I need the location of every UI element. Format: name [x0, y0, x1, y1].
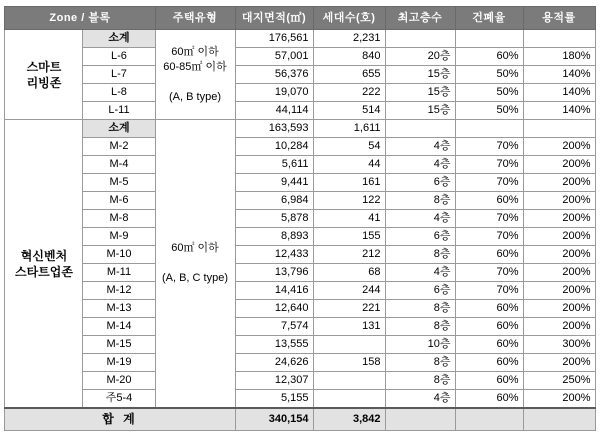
cell-units: 68: [313, 264, 385, 282]
total-bcr: [455, 408, 523, 430]
cell-floors: 8층: [385, 246, 455, 264]
total-area: 340,154: [235, 408, 313, 430]
cell-units: 131: [313, 318, 385, 336]
cell-far: 200%: [523, 174, 595, 192]
cell-area: 14,416: [235, 282, 313, 300]
cell-bcr: 70%: [455, 282, 523, 300]
subtotal-label: 소계: [83, 30, 155, 48]
housing-type-smart-living: 60㎡ 이하 60-85㎡ 이하 (A, B type): [155, 30, 235, 120]
table-row: [5, 246, 595, 264]
table-total-row: [5, 408, 595, 430]
cell-area: 7,574: [235, 318, 313, 336]
housing-type-innovation-startup: 60㎡ 이하 (A, B, C type): [155, 120, 235, 409]
cell-area: 12,307: [235, 372, 313, 390]
table-row: [5, 138, 595, 156]
cell-floors: 10층: [385, 336, 455, 354]
table-row: [5, 282, 595, 300]
total-label: 합 계: [5, 408, 235, 430]
cell-bcr: 70%: [455, 228, 523, 246]
cell-far: 180%: [523, 48, 595, 66]
zone-label-smart-living: 스마트 리빙존: [5, 30, 83, 120]
cell-bcr: 70%: [455, 138, 523, 156]
cell-bcr: 70%: [455, 156, 523, 174]
block-label: L-11: [83, 102, 155, 120]
block-label: M-19: [83, 354, 155, 372]
cell-area: 19,070: [235, 84, 313, 102]
subtotal-units: 1,611: [313, 120, 385, 138]
block-label: M-2: [83, 138, 155, 156]
cell-units: 54: [313, 138, 385, 156]
cell-bcr: 60%: [455, 300, 523, 318]
subtotal-bcr: [455, 120, 523, 138]
cell-floors: 4층: [385, 390, 455, 409]
cell-floors: 20층: [385, 48, 455, 66]
subtotal-units: 2,231: [313, 30, 385, 48]
cell-floors: 4층: [385, 264, 455, 282]
table-row: [5, 66, 595, 84]
cell-bcr: 60%: [455, 390, 523, 409]
cell-far: 200%: [523, 354, 595, 372]
cell-floors: 15층: [385, 66, 455, 84]
cell-far: 200%: [523, 156, 595, 174]
total-far: [523, 408, 595, 430]
cell-bcr: 70%: [455, 174, 523, 192]
zone-label-innovation-startup: 혁신벤처 스타트업존: [5, 120, 83, 409]
cell-units: 161: [313, 174, 385, 192]
cell-units: 244: [313, 282, 385, 300]
cell-floors: 8층: [385, 372, 455, 390]
cell-bcr: 60%: [455, 192, 523, 210]
header-zone-block: Zone / 블록: [5, 7, 155, 30]
cell-units: 158: [313, 354, 385, 372]
subtotal-label: 소계: [83, 120, 155, 138]
cell-bcr: 70%: [455, 210, 523, 228]
cell-far: 200%: [523, 228, 595, 246]
total-floors: [385, 408, 455, 430]
block-label: 주5-4: [83, 390, 155, 409]
cell-bcr: 60%: [455, 372, 523, 390]
table-row: [5, 84, 595, 102]
block-label: M-20: [83, 372, 155, 390]
cell-bcr: 60%: [455, 48, 523, 66]
subtotal-floors: [385, 120, 455, 138]
cell-floors: 6층: [385, 228, 455, 246]
subtotal-far: [523, 120, 595, 138]
cell-far: 300%: [523, 336, 595, 354]
table-row: [5, 192, 595, 210]
cell-bcr: 70%: [455, 264, 523, 282]
header-floor-area-ratio: 용적률: [523, 7, 595, 30]
cell-far: 200%: [523, 390, 595, 409]
cell-floors: 15층: [385, 84, 455, 102]
block-label: M-13: [83, 300, 155, 318]
cell-bcr: 50%: [455, 102, 523, 120]
cell-units: 222: [313, 84, 385, 102]
header-housing-type: 주택유형: [155, 7, 235, 30]
block-label: M-11: [83, 264, 155, 282]
table-row: [5, 48, 595, 66]
cell-area: 24,626: [235, 354, 313, 372]
block-label: M-10: [83, 246, 155, 264]
cell-units: 44: [313, 156, 385, 174]
cell-units: 514: [313, 102, 385, 120]
cell-area: 8,893: [235, 228, 313, 246]
cell-far: 200%: [523, 192, 595, 210]
cell-units: 655: [313, 66, 385, 84]
cell-area: 57,001: [235, 48, 313, 66]
cell-area: 56,376: [235, 66, 313, 84]
table-row: [5, 318, 595, 336]
block-label: L-7: [83, 66, 155, 84]
cell-far: 200%: [523, 300, 595, 318]
table-row: [5, 102, 595, 120]
cell-units: 840: [313, 48, 385, 66]
cell-floors: 4층: [385, 210, 455, 228]
subtotal-far: [523, 30, 595, 48]
cell-bcr: 60%: [455, 354, 523, 372]
table-row: [5, 390, 595, 409]
cell-floors: 6층: [385, 174, 455, 192]
cell-area: 9,441: [235, 174, 313, 192]
cell-area: 13,796: [235, 264, 313, 282]
block-label: M-14: [83, 318, 155, 336]
cell-floors: 4층: [385, 156, 455, 174]
table-row: [5, 210, 595, 228]
housing-plan-table: [4, 6, 595, 431]
cell-units: [313, 336, 385, 354]
table-row: [5, 354, 595, 372]
cell-floors: 6층: [385, 282, 455, 300]
subtotal-area: 176,561: [235, 30, 313, 48]
cell-units: 122: [313, 192, 385, 210]
cell-bcr: 50%: [455, 66, 523, 84]
cell-area: 6,984: [235, 192, 313, 210]
table-row: [5, 156, 595, 174]
block-label: M-4: [83, 156, 155, 174]
cell-area: 5,611: [235, 156, 313, 174]
table-row: [5, 372, 595, 390]
cell-far: 250%: [523, 372, 595, 390]
table-row: [5, 30, 595, 48]
block-label: M-9: [83, 228, 155, 246]
cell-floors: 15층: [385, 102, 455, 120]
cell-area: 44,114: [235, 102, 313, 120]
table-row: [5, 336, 595, 354]
subtotal-area: 163,593: [235, 120, 313, 138]
cell-far: 200%: [523, 318, 595, 336]
cell-bcr: 50%: [455, 84, 523, 102]
cell-far: 140%: [523, 66, 595, 84]
cell-far: 200%: [523, 138, 595, 156]
table-header-row: [5, 7, 595, 30]
subtotal-bcr: [455, 30, 523, 48]
header-units: 세대수(호): [313, 7, 385, 30]
cell-far: 140%: [523, 102, 595, 120]
table-row: [5, 300, 595, 318]
cell-units: [313, 390, 385, 409]
table-row: [5, 120, 595, 138]
block-label: M-15: [83, 336, 155, 354]
cell-units: 155: [313, 228, 385, 246]
table-row: [5, 264, 595, 282]
cell-floors: 8층: [385, 192, 455, 210]
table-row: [5, 174, 595, 192]
cell-far: 200%: [523, 246, 595, 264]
cell-far: 200%: [523, 210, 595, 228]
block-label: M-12: [83, 282, 155, 300]
block-label: M-5: [83, 174, 155, 192]
cell-bcr: 60%: [455, 246, 523, 264]
cell-area: 5,878: [235, 210, 313, 228]
cell-area: 10,284: [235, 138, 313, 156]
cell-area: 5,155: [235, 390, 313, 409]
total-units: 3,842: [313, 408, 385, 430]
cell-area: 12,433: [235, 246, 313, 264]
header-max-floors: 최고층수: [385, 7, 455, 30]
subtotal-floors: [385, 30, 455, 48]
block-label: L-6: [83, 48, 155, 66]
cell-floors: 4층: [385, 138, 455, 156]
header-building-coverage: 건폐율: [455, 7, 523, 30]
cell-far: 200%: [523, 264, 595, 282]
block-label: M-6: [83, 192, 155, 210]
cell-bcr: 60%: [455, 336, 523, 354]
cell-floors: 8층: [385, 300, 455, 318]
header-site-area: 대지면적(㎡): [235, 7, 313, 30]
block-label: M-8: [83, 210, 155, 228]
cell-area: 12,640: [235, 300, 313, 318]
cell-units: [313, 372, 385, 390]
cell-floors: 8층: [385, 354, 455, 372]
cell-bcr: 60%: [455, 318, 523, 336]
table-row: [5, 228, 595, 246]
cell-floors: 8층: [385, 318, 455, 336]
cell-units: 221: [313, 300, 385, 318]
cell-units: 41: [313, 210, 385, 228]
cell-far: 140%: [523, 84, 595, 102]
cell-area: 13,555: [235, 336, 313, 354]
block-label: L-8: [83, 84, 155, 102]
cell-far: 200%: [523, 282, 595, 300]
cell-units: 212: [313, 246, 385, 264]
